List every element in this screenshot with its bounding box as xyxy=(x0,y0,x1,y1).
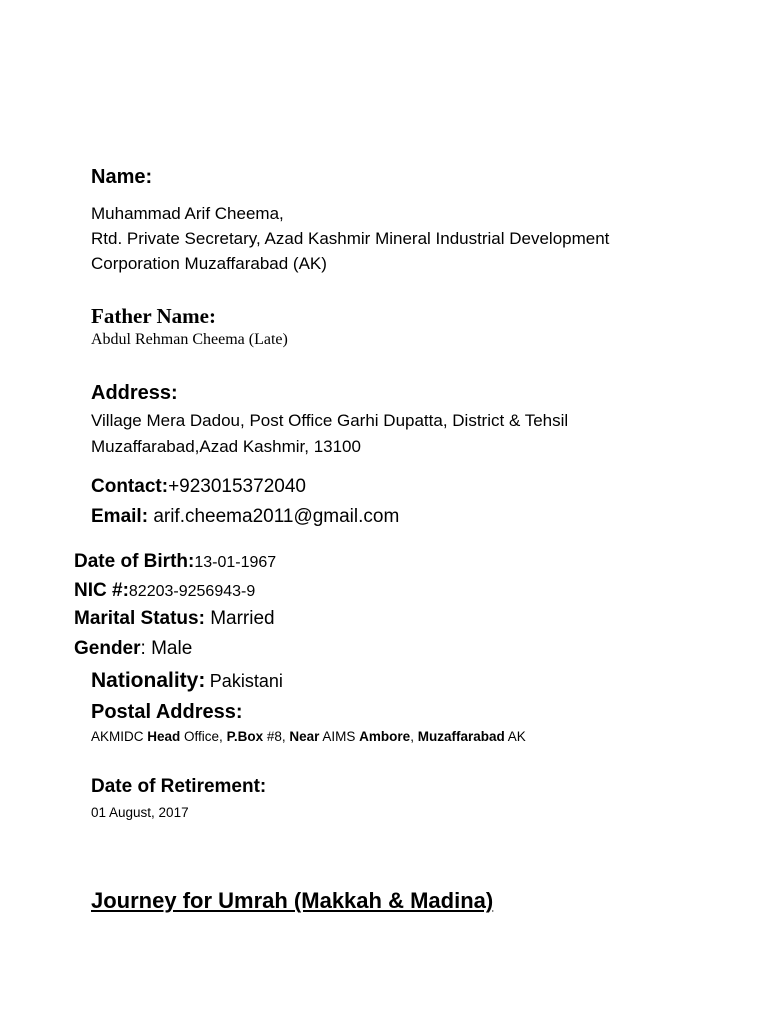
postal-part: Near xyxy=(289,729,320,744)
contact-value: +923015372040 xyxy=(168,476,306,497)
gender-value: : Male xyxy=(140,638,193,659)
marital-line xyxy=(74,608,275,630)
gender-line xyxy=(74,638,192,660)
postal-part: P.Box xyxy=(226,729,264,744)
contact-line xyxy=(91,476,306,498)
nic-value: 82203-9256943-9 xyxy=(128,583,256,600)
journey-title: Journey for Umrah (Makkah & Madina) xyxy=(91,888,494,913)
name-line-2: Rtd. Private Secretary, Azad Kashmir Mineral Industrial Development xyxy=(91,229,610,248)
father-name-value: Abdul Rehman Cheema (Late) xyxy=(91,331,288,348)
postal-part: , xyxy=(410,729,418,744)
dob-label: Date of Birth: xyxy=(74,551,195,572)
gender-label: Gender xyxy=(74,638,141,659)
address-line-1: Village Mera Dadou, Post Office Garhi Dupatta, District & Tehsil xyxy=(91,411,569,430)
address-line-2: Muzaffarabad,Azad Kashmir, 13100 xyxy=(91,437,361,456)
nic-line xyxy=(74,580,255,602)
dob-line xyxy=(74,551,276,573)
father-name-heading: Father Name: xyxy=(91,304,216,328)
retirement-heading: Date of Retirement: xyxy=(91,776,267,797)
postal-part: Ambore xyxy=(359,729,411,744)
marital-label: Marital Status: xyxy=(74,608,205,629)
postal-part: #8, xyxy=(263,729,290,744)
postal-address-heading: Postal Address: xyxy=(91,701,243,723)
postal-part: AIMS xyxy=(319,729,360,744)
address-heading: Address: xyxy=(91,382,178,404)
postal-part: AK xyxy=(504,729,526,744)
nic-label: NIC #: xyxy=(74,580,129,601)
postal-part: AKMIDC xyxy=(91,729,148,744)
name-line-1: Muhammad Arif Cheema, xyxy=(91,204,284,223)
nationality-value: Pakistani xyxy=(209,671,283,691)
postal-part: Office, xyxy=(180,729,227,744)
postal-address-value xyxy=(91,729,526,744)
contact-label: Contact: xyxy=(91,476,169,497)
postal-part: Head xyxy=(147,729,181,744)
retirement-value: 01 August, 2017 xyxy=(91,805,189,820)
name-line-3: Corporation Muzaffarabad (AK) xyxy=(91,254,327,273)
marital-value: Married xyxy=(210,608,275,629)
email-line xyxy=(91,506,399,528)
nationality-line xyxy=(91,669,283,693)
postal-part: Muzaffarabad xyxy=(417,729,505,744)
nationality-label: Nationality: xyxy=(91,669,206,692)
dob-value: 13-01-1967 xyxy=(194,554,277,571)
email-label: Email: xyxy=(91,506,149,527)
name-heading: Name: xyxy=(91,166,153,188)
email-value: arif.cheema2011@gmail.com xyxy=(153,506,400,527)
